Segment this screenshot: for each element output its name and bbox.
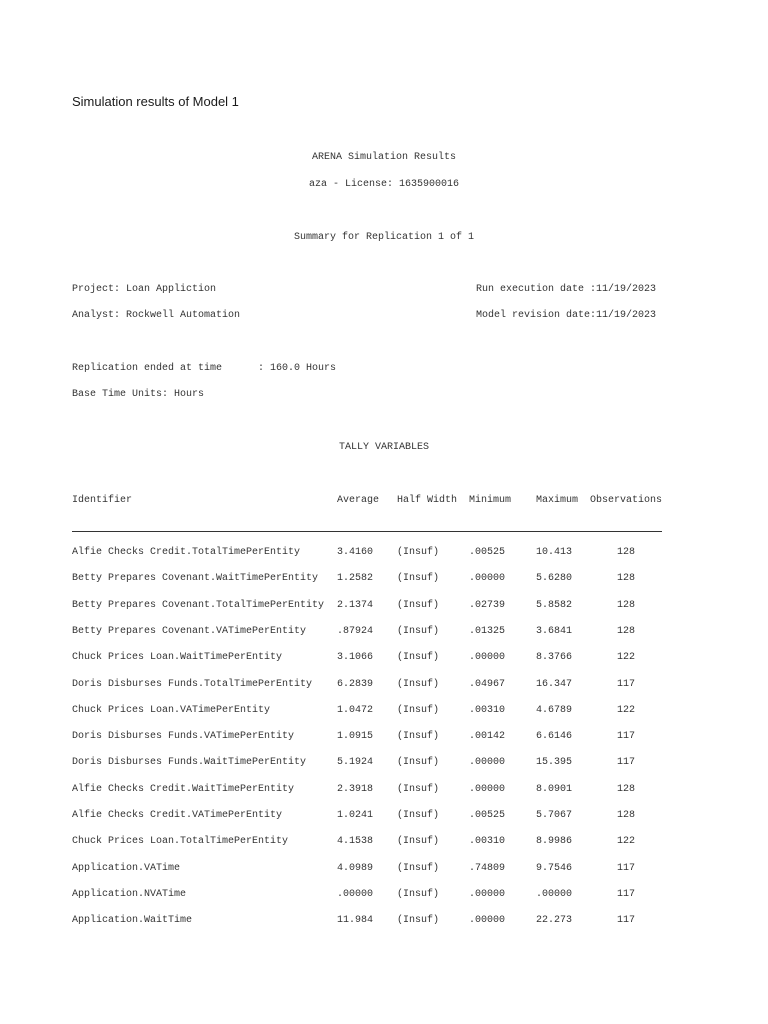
cell-observations: 128 xyxy=(616,600,635,611)
column-header-observations: Observations xyxy=(590,495,663,506)
cell-half-width: (Insuf) xyxy=(397,889,440,900)
cell-identifier: Betty Prepares Covenant.TotalTimePerEntity xyxy=(72,600,325,611)
cell-identifier: Alfie Checks Credit.WaitTimePerEntity xyxy=(72,784,295,795)
cell-half-width: (Insuf) xyxy=(397,626,440,637)
cell-maximum: 15.395 xyxy=(536,757,573,768)
cell-minimum: .01325 xyxy=(469,626,506,637)
cell-maximum: 5.7067 xyxy=(536,810,573,821)
replication-ended-line: Replication ended at time : 160.0 Hours xyxy=(72,363,337,374)
cell-identifier: Betty Prepares Covenant.VATimePerEntity xyxy=(72,626,307,637)
cell-maximum: 8.3766 xyxy=(536,652,573,663)
cell-minimum: .00000 xyxy=(469,573,506,584)
cell-average: .00000 xyxy=(337,889,374,900)
cell-observations: 122 xyxy=(616,836,635,847)
cell-observations: 128 xyxy=(616,573,635,584)
cell-half-width: (Insuf) xyxy=(397,573,440,584)
cell-maximum: 22.273 xyxy=(536,915,573,926)
cell-identifier: Betty Prepares Covenant.WaitTimePerEntity xyxy=(72,573,319,584)
cell-minimum: .00000 xyxy=(469,915,506,926)
cell-average: 2.3918 xyxy=(337,784,374,795)
cell-minimum: .00000 xyxy=(469,652,506,663)
cell-minimum: .00310 xyxy=(469,705,506,716)
cell-identifier: Application.WaitTime xyxy=(72,915,193,926)
cell-average: .87924 xyxy=(337,626,374,637)
cell-half-width: (Insuf) xyxy=(397,757,440,768)
cell-minimum: .00525 xyxy=(469,810,506,821)
cell-identifier: Chuck Prices Loan.WaitTimePerEntity xyxy=(72,652,283,663)
cell-average: 1.0241 xyxy=(337,810,374,821)
cell-half-width: (Insuf) xyxy=(397,652,440,663)
header-divider xyxy=(72,531,662,532)
license-line: aza - License: 1635900016 xyxy=(308,179,460,190)
run-date-line: Run execution date :11/19/2023 xyxy=(476,284,657,295)
base-units-line: Base Time Units: Hours xyxy=(72,389,205,400)
cell-minimum: .00000 xyxy=(469,784,506,795)
cell-maximum: 3.6841 xyxy=(536,626,573,637)
cell-identifier: Chuck Prices Loan.TotalTimePerEntity xyxy=(72,836,289,847)
cell-identifier: Doris Disburses Funds.WaitTimePerEntity xyxy=(72,757,307,768)
cell-maximum: 9.7546 xyxy=(536,863,573,874)
cell-observations: 128 xyxy=(616,547,635,558)
cell-minimum: .74809 xyxy=(469,863,506,874)
cell-identifier: Alfie Checks Credit.VATimePerEntity xyxy=(72,810,283,821)
analyst-line: Analyst: Rockwell Automation xyxy=(72,310,241,321)
page-heading: Simulation results of Model 1 xyxy=(72,94,239,109)
cell-maximum: 5.6280 xyxy=(536,573,573,584)
cell-observations: 117 xyxy=(616,915,635,926)
cell-observations: 128 xyxy=(616,626,635,637)
cell-identifier: Chuck Prices Loan.VATimePerEntity xyxy=(72,705,271,716)
cell-identifier: Application.NVATime xyxy=(72,889,187,900)
cell-half-width: (Insuf) xyxy=(397,600,440,611)
cell-observations: 128 xyxy=(616,784,635,795)
cell-average: 3.1066 xyxy=(337,652,374,663)
cell-maximum: 5.8582 xyxy=(536,600,573,611)
cell-minimum: .00525 xyxy=(469,547,506,558)
cell-minimum: .00142 xyxy=(469,731,506,742)
cell-observations: 117 xyxy=(616,679,635,690)
column-header-minimum: Minimum xyxy=(469,495,512,506)
cell-minimum: .00000 xyxy=(469,757,506,768)
cell-maximum: 6.6146 xyxy=(536,731,573,742)
column-header-average: Average xyxy=(337,495,380,506)
cell-minimum: .00000 xyxy=(469,889,506,900)
cell-maximum: 8.9986 xyxy=(536,836,573,847)
cell-maximum: 4.6789 xyxy=(536,705,573,716)
cell-maximum: 16.347 xyxy=(536,679,573,690)
cell-minimum: .02739 xyxy=(469,600,506,611)
cell-identifier: Application.VATime xyxy=(72,863,181,874)
cell-average: 6.2839 xyxy=(337,679,374,690)
column-header-half-width: Half Width xyxy=(397,495,458,506)
cell-half-width: (Insuf) xyxy=(397,679,440,690)
cell-observations: 117 xyxy=(616,863,635,874)
cell-identifier: Doris Disburses Funds.VATimePerEntity xyxy=(72,731,295,742)
cell-maximum: .00000 xyxy=(536,889,573,900)
cell-half-width: (Insuf) xyxy=(397,784,440,795)
revision-date-line: Model revision date:11/19/2023 xyxy=(476,310,657,321)
cell-average: 3.4160 xyxy=(337,547,374,558)
cell-maximum: 10.413 xyxy=(536,547,573,558)
cell-maximum: 8.0901 xyxy=(536,784,573,795)
cell-half-width: (Insuf) xyxy=(397,836,440,847)
project-line: Project: Loan Appliction xyxy=(72,284,217,295)
section-title: TALLY VARIABLES xyxy=(338,442,429,453)
cell-average: 1.0915 xyxy=(337,731,374,742)
cell-minimum: .00310 xyxy=(469,836,506,847)
cell-observations: 117 xyxy=(616,731,635,742)
cell-half-width: (Insuf) xyxy=(397,810,440,821)
cell-minimum: .04967 xyxy=(469,679,506,690)
cell-observations: 128 xyxy=(616,810,635,821)
cell-average: 5.1924 xyxy=(337,757,374,768)
cell-average: 4.0989 xyxy=(337,863,374,874)
cell-identifier: Doris Disburses Funds.TotalTimePerEntity xyxy=(72,679,313,690)
cell-average: 1.0472 xyxy=(337,705,374,716)
cell-half-width: (Insuf) xyxy=(397,705,440,716)
cell-average: 2.1374 xyxy=(337,600,374,611)
cell-half-width: (Insuf) xyxy=(397,731,440,742)
cell-observations: 117 xyxy=(616,757,635,768)
cell-average: 1.2582 xyxy=(337,573,374,584)
cell-observations: 122 xyxy=(616,652,635,663)
column-header-maximum: Maximum xyxy=(536,495,579,506)
column-header-identifier: Identifier xyxy=(72,495,133,506)
replication-summary: Summary for Replication 1 of 1 xyxy=(293,232,475,243)
cell-half-width: (Insuf) xyxy=(397,915,440,926)
cell-observations: 122 xyxy=(616,705,635,716)
cell-identifier: Alfie Checks Credit.TotalTimePerEntity xyxy=(72,547,301,558)
cell-half-width: (Insuf) xyxy=(397,863,440,874)
cell-average: 4.1538 xyxy=(337,836,374,847)
cell-average: 11.984 xyxy=(337,915,374,926)
report-title: ARENA Simulation Results xyxy=(311,152,457,163)
cell-half-width: (Insuf) xyxy=(397,547,440,558)
cell-observations: 117 xyxy=(616,889,635,900)
